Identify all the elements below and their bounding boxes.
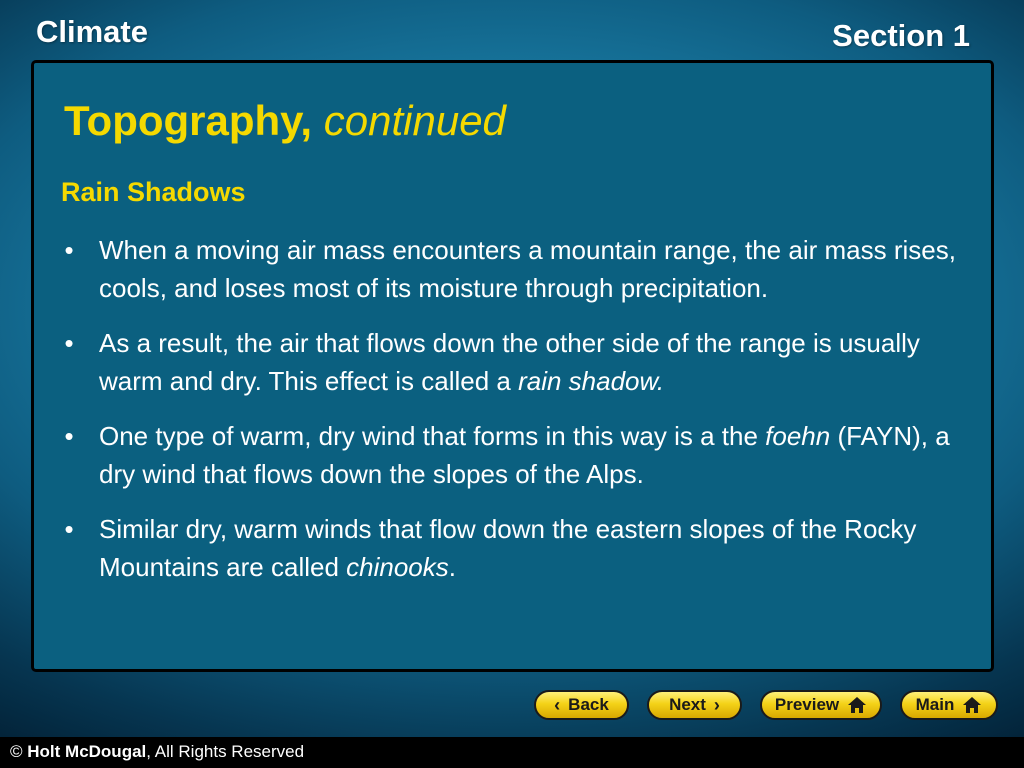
copyright-symbol: © <box>10 742 23 761</box>
rights-text: , All Rights Reserved <box>146 742 305 761</box>
chevron-left-icon: ‹ <box>554 695 561 715</box>
preview-button[interactable] <box>760 690 882 720</box>
bullet-list <box>59 231 969 603</box>
bullet-text: As a result, the air that flows down the other side of the range is usually warm and dry. This effect is called a <box>99 328 920 396</box>
bullet-text: . <box>448 552 456 582</box>
term-foehn: foehn <box>765 421 831 451</box>
subheading: Rain Shadows <box>61 177 246 207</box>
bullet-text: (FAYN), a dry wind that flows down the slopes of the Alps. <box>99 421 950 489</box>
title-main: Topography, <box>64 97 313 144</box>
bullet-text: When a moving air mass encounters a mountain range, the air mass rises, cools, and loses most of its moisture through precipitation. <box>99 235 956 303</box>
navigation-bar <box>534 690 998 720</box>
main-button[interactable] <box>900 690 998 720</box>
next-button[interactable] <box>647 690 742 720</box>
bullet-item <box>59 324 969 400</box>
bullet-dot: • <box>64 328 74 358</box>
publisher-brand: Holt McDougal <box>27 742 147 761</box>
next-label: Next <box>669 695 706 714</box>
slide-title <box>64 97 506 145</box>
footer-bar <box>0 737 1024 768</box>
title-continued: continued <box>323 97 506 144</box>
term-chinooks: chinooks <box>346 552 449 582</box>
bullet-text: Similar dry, warm winds that flow down the eastern slopes of the Rocky Mountains are called <box>99 514 917 582</box>
section-label: Section 1 <box>832 18 970 53</box>
bullet-dot: • <box>64 421 74 451</box>
chevron-right-icon: › <box>713 695 720 715</box>
bullet-item <box>59 231 969 307</box>
back-button[interactable] <box>534 690 629 720</box>
term-rain-shadow: rain shadow. <box>518 366 665 396</box>
home-icon <box>847 696 867 714</box>
bullet-item <box>59 510 969 586</box>
bullet-dot: • <box>64 514 74 544</box>
bullet-text: One type of warm, dry wind that forms in this way is a the <box>99 421 766 451</box>
content-panel <box>31 60 994 672</box>
bullet-item <box>59 417 969 493</box>
bullet-dot: • <box>64 235 74 265</box>
home-icon <box>962 696 982 714</box>
back-label: Back <box>568 695 609 714</box>
chapter-title: Climate <box>36 14 148 49</box>
preview-label: Preview <box>774 695 840 714</box>
copyright-notice <box>10 742 304 762</box>
main-label: Main <box>915 695 955 714</box>
